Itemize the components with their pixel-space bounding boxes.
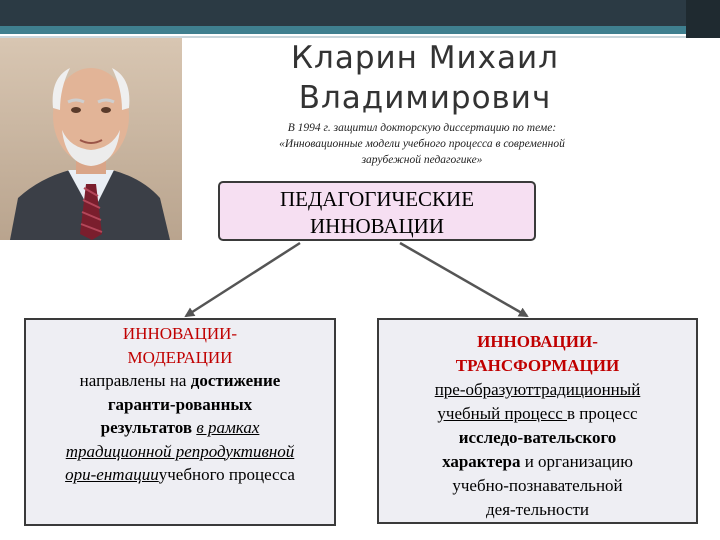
moderation-title-1: ИННОВАЦИИ- xyxy=(122,324,238,343)
transformation-line-2 xyxy=(379,402,696,426)
arrow-right xyxy=(400,243,527,316)
moderation-text-4: результатов xyxy=(100,418,193,437)
moderation-text-6: традиционной репродуктивной xyxy=(65,441,295,461)
note-line-1: В 1994 г. защитил докторскую диссертацию по теме: xyxy=(287,122,557,134)
transformation-text-6: и организацию xyxy=(520,452,633,471)
root-node-line-1: ПЕДАГОГИЧЕСКИЕ xyxy=(279,187,475,211)
title-line-1: Кларин Михаил xyxy=(291,40,559,76)
transformation-text-2: учебный процесс xyxy=(437,404,568,423)
transformation-text-1: пре-образуюттрадиционный xyxy=(434,380,641,399)
moderation-text-7: ори-ентации xyxy=(65,465,159,484)
moderation-text-8: учебного процесса xyxy=(158,465,295,484)
moderation-text-1: направлены на xyxy=(79,371,191,390)
moderation-text-5: в рамках xyxy=(196,418,260,437)
transformation-box xyxy=(377,318,698,524)
moderation-title-2: МОДЕРАЦИИ xyxy=(127,347,233,367)
transformation-text-4: исследо-вательского xyxy=(458,428,617,447)
moderation-line-1 xyxy=(26,369,334,393)
root-node-line-2: ИННОВАЦИИ xyxy=(309,214,444,238)
transformation-line-4 xyxy=(379,450,696,474)
transformation-title-1: ИННОВАЦИИ- xyxy=(477,332,598,351)
moderation-text-2: достижение xyxy=(190,371,281,390)
transformation-title-2: ТРАНСФОРМАЦИИ xyxy=(455,356,620,375)
moderation-text-3: гаранти-рованных xyxy=(107,394,253,414)
title-line-2: Владимирович xyxy=(298,80,552,116)
arrow-left xyxy=(186,243,300,316)
note-line-3: зарубежной педагогике» xyxy=(361,154,483,166)
transformation-text-7: учебно-познавательной xyxy=(452,476,623,495)
moderation-line-4 xyxy=(26,416,334,440)
transformation-text-3: в процесс xyxy=(567,404,638,423)
transformation-text-8: дея-тельности xyxy=(486,500,589,519)
transformation-text-5: характера xyxy=(442,452,521,471)
note-line-2: «Инновационные модели учебного процесса в современной xyxy=(279,138,565,150)
moderation-line-6 xyxy=(26,463,334,487)
moderation-box xyxy=(24,318,336,526)
